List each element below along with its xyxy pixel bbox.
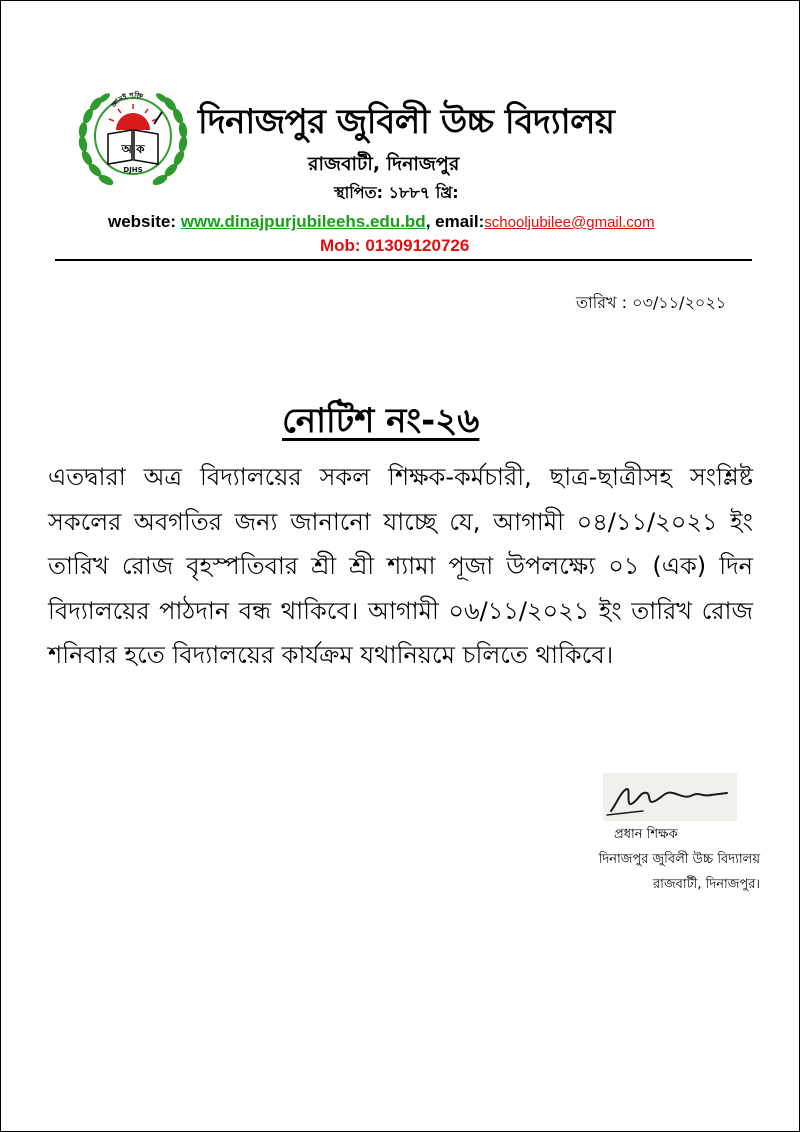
mobile-number: Mob: 01309120726	[320, 236, 470, 255]
notice-date: তারিখ : ০৩/১১/২০২১	[576, 293, 727, 312]
signatory-location: রাজবাটী, দিনাজপুর।	[653, 877, 760, 892]
handwritten-signature-icon	[603, 773, 737, 821]
header-divider	[55, 259, 752, 261]
school-address: রাজবাটী, দিনাজপুর	[308, 153, 460, 175]
contact-line	[108, 212, 728, 232]
established-year: স্থাপিত: ১৮৮৭ খ্রি:	[334, 183, 459, 202]
signature-block	[560, 822, 760, 897]
svg-text:জ্ঞানই শক্তি: জ্ঞানই শক্তি	[109, 91, 144, 110]
signatory-title: প্রধান শিক্ষক	[614, 827, 678, 842]
email-label: , email:	[425, 212, 485, 231]
school-logo-emblem-icon	[74, 82, 192, 192]
website-link[interactable]: www.dinajpurjubileehs.edu.bd	[180, 212, 426, 231]
notice-title: নোটিশ নং-২৬	[282, 401, 480, 441]
signatory-school: দিনাজপুর জুবিলী উচ্চ বিদ্যালয়	[598, 852, 760, 867]
website-label: website:	[108, 212, 181, 231]
svg-text:DJHS: DJHS	[123, 166, 143, 174]
svg-text:অ ক: অ ক	[121, 142, 145, 156]
notice-body: এতদ্বারা অত্র বিদ্যালয়ের সকল শিক্ষক-কর্মচারী, ছাত্র-ছাত্রীসহ সংশ্লিষ্ট সকলের অবগতির জন্য জানানো যাচ্ছে যে, আগামী ০৪/১১/২০২১ ইং তারিখ রোজ বৃহস্পতিবার শ্রী শ্রী শ্যামা পূজা উপলক্ষ্যে ০১ (এক) দিন বিদ্যালয়ের পাঠদান বন্ধ থাকিবে। আগামী ০৬/১১/২০২১ ইং তারিখ রোজ শনিবার হতে বিদ্যালয়ের কার্যক্রম যথানিয়মে চলিতে থাকিবে।	[48, 463, 753, 669]
school-name: দিনাজপুর জুবিলী উচ্চ বিদ্যালয়	[198, 102, 615, 142]
email-link[interactable]: schooljubilee@gmail.com	[484, 214, 655, 231]
